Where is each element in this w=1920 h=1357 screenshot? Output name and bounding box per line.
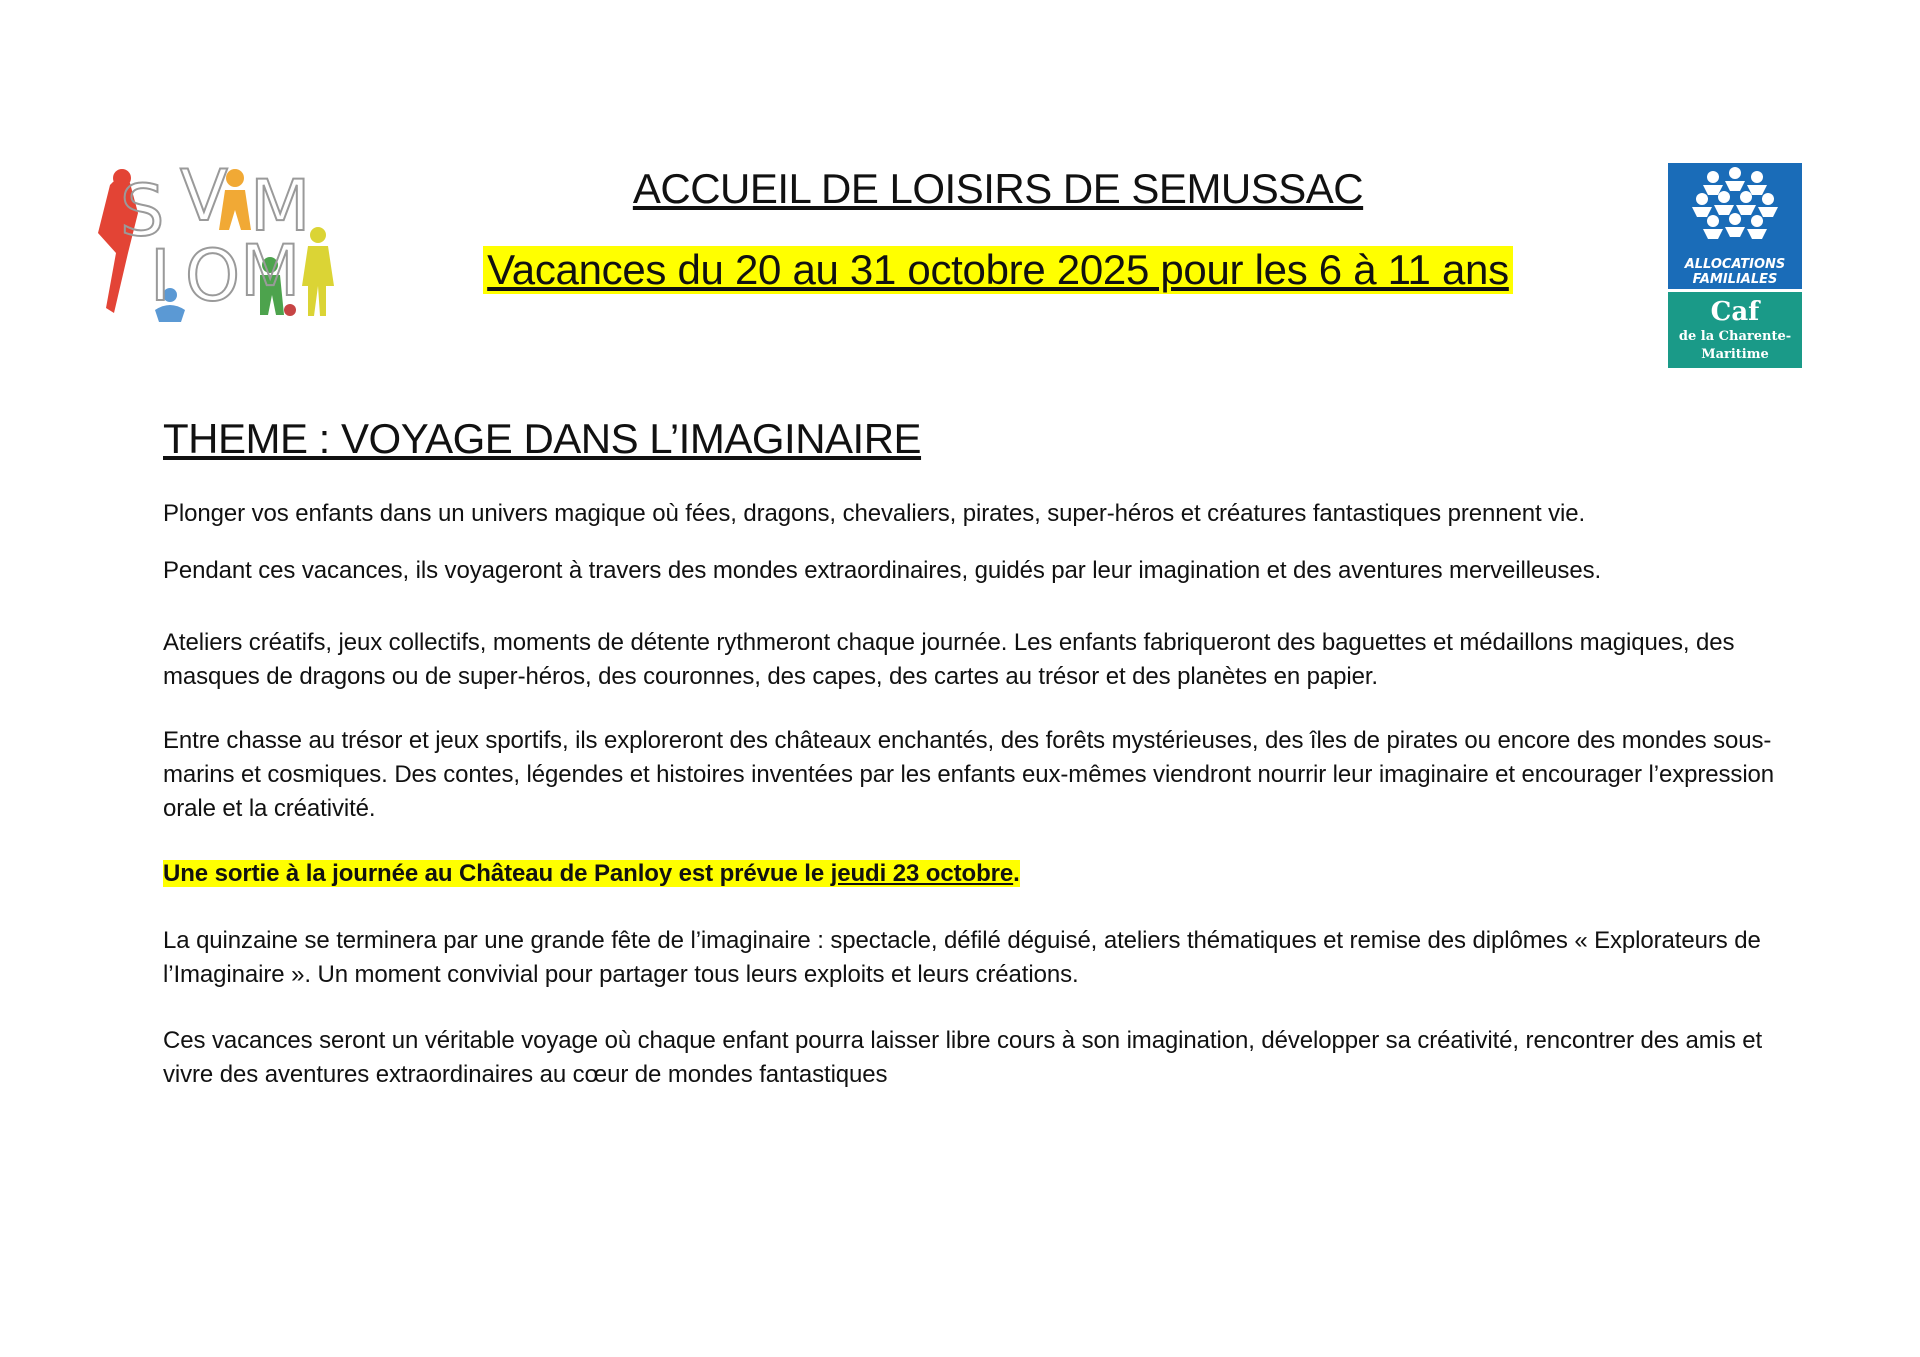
paragraph-intro: Plonger vos enfants dans un univers magique où fées, dragons, chevaliers, pirates, super-héros et créatures fantastiques prennent vie. [163, 500, 1586, 527]
paragraph-ateliers: Ateliers créatifs, jeux collectifs, moments de détente rythmeront chaque journée. Les enfants fabriqueront des baguettes et médaillons magiques, des masques de dragons ou de super-héros, des couronnes, des capes, des cartes au trésor et des planètes en papier. [163, 629, 1735, 690]
logo-letter-m1: M [250, 165, 311, 247]
paragraph-outing [163, 857, 1803, 891]
outing-end: . [1013, 860, 1020, 887]
logo-letter-v: V [180, 160, 228, 237]
caf-logo [1668, 163, 1802, 368]
page-title: ACCUEIL DE LOISIRS DE SEMUSSAC [632, 165, 1364, 212]
logo-letter-s: S [120, 170, 165, 252]
logo-letter-m2: M [240, 230, 301, 312]
caf-region-line2: Maritime [1701, 347, 1769, 362]
outing-date: jeudi 23 octobre [830, 860, 1014, 887]
paragraph-voyage: Pendant ces vacances, ils voyageront à travers des mondes extraordinaires, guidés par leur imagination et des aventures merveilleuses. [163, 557, 1602, 584]
caf-label-familiales: FAMILIALES [1692, 272, 1778, 287]
outing-text: Une sortie à la journée au Château de Panloy est prévue le [163, 860, 831, 887]
logo-letter-o: O [185, 235, 241, 317]
paragraph-fete: La quinzaine se terminera par une grande fête de l’imaginaire : spectacle, défilé déguisé, ateliers thématiques et remise des diplômes « Explorateurs de l’Imaginaire ». Un moment convivial pour partager tous leurs exploits et leurs créations. [163, 927, 1761, 988]
caf-label-allocations: ALLOCATIONS [1684, 257, 1786, 272]
logo-letter-i: I [150, 235, 171, 317]
outing-highlight [163, 860, 1020, 887]
caf-brand: Caf [1710, 297, 1760, 327]
paragraph-conclusion: Ces vacances seront un véritable voyage où chaque enfant pourra laisser libre cours à son imagination, développer sa créativité, rencontrer des amis et vivre des aventures extraordinaires au cœur de mondes fantastiques [163, 1027, 1763, 1088]
theme-heading: THEME : VOYAGE DANS L’IMAGINAIRE [163, 415, 922, 462]
caf-region-line1: de la Charente- [1678, 329, 1792, 344]
page-subtitle: Vacances du 20 au 31 octobre 2025 pour les 6 à 11 ans [483, 246, 1513, 294]
paragraph-exploration: Entre chasse au trésor et jeux sportifs, ils exploreront des châteaux enchantés, des forêts mystérieuses, des îles de pirates ou encore des mondes sous-marins et cosmiques. Des contes, légendes et histoires inventées par les enfants eux-mêmes viendront nourrir leur imaginaire et encourager l’expression orale et la créativité. [163, 727, 1775, 822]
